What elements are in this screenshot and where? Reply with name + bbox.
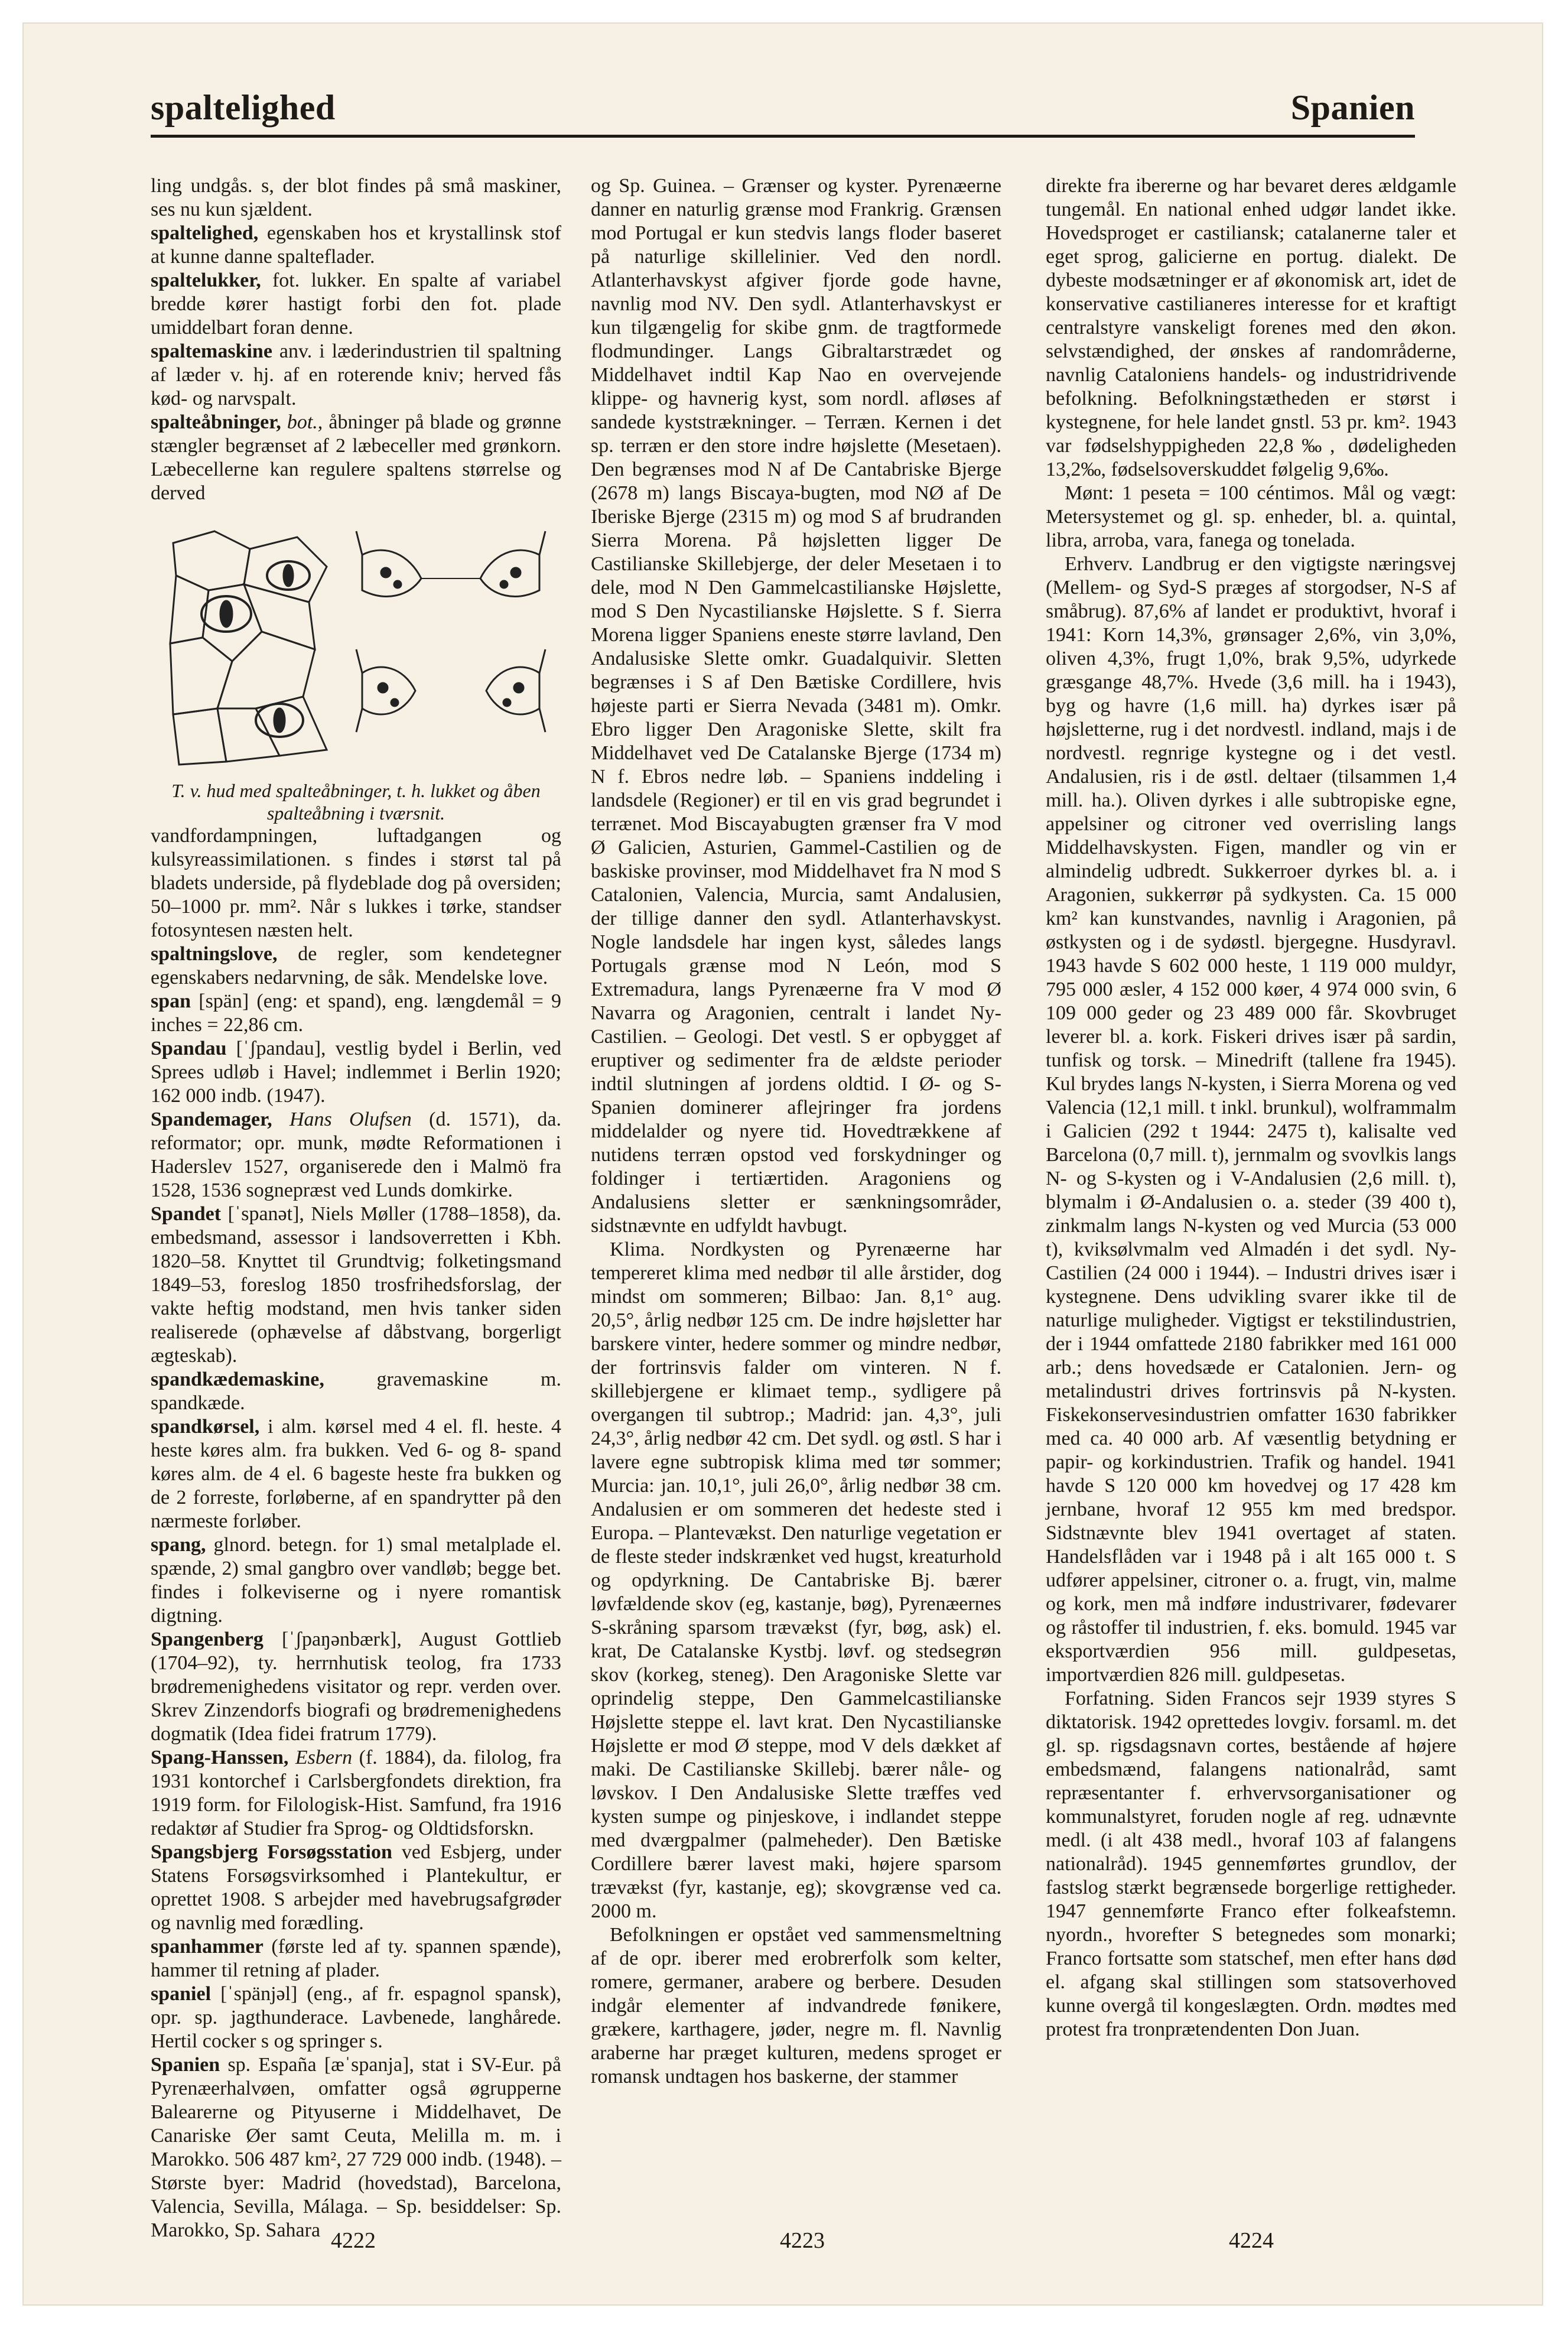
entry-text: egenskaben hos et krystallinsk stof at kunne danne spalteflader.	[151, 222, 561, 268]
headword: spang,	[151, 1534, 206, 1556]
entry-spangenberg	[151, 1628, 561, 1746]
headword: spaltningslove,	[151, 943, 278, 965]
entry-spangsbjerg	[151, 1841, 561, 1935]
stomata-illustration	[161, 519, 551, 773]
headword: Spangsbjerg Forsøgsstation	[151, 1841, 392, 1863]
entry-spanhammer	[151, 1935, 561, 1982]
headword: spandkædemaskine,	[151, 1368, 324, 1390]
entry-spalteabninger	[151, 411, 561, 505]
paragraph: ling undgås. s, der blot findes på små maskiner, ses nu kun sjældent.	[151, 175, 561, 220]
headword: span	[151, 990, 191, 1012]
entry-text: glnord. betegn. for 1) smal metalplade el. spænde, 2) smal gangbro over vandløb; begge bet. findes i folkeviserne og i nyere romantisk digtning.	[151, 1534, 561, 1627]
entry-text: (første led af ty. spannen spænde), hammer til retning af plader.	[151, 1936, 561, 1981]
entry-text: (f. 1884), da. filolog, fra 1931 kontorchef i Carlsbergfondets direktion, fra 1919 form. for Filologisk-Hist. Samfund, fra 1916 redaktør af Studier fra Sprog- og Oldtidsforskn.	[151, 1747, 561, 1839]
page-number: 4224	[1229, 2228, 1274, 2253]
paragraph-mont: Mønt: 1 peseta = 100 céntimos. Mål og vægt: Metersystemet og gl. sp. enheder, bl. a. quintal, libra, arroba, vara, fanega og tonelada.	[1046, 482, 1456, 551]
headword: spaltelukker,	[151, 269, 261, 291]
entry-italic: bot.,	[281, 411, 323, 433]
left-guide-word: spaltelighed	[151, 88, 336, 127]
headword: spaniel	[151, 1983, 212, 2005]
page-header	[151, 87, 1415, 135]
column-2	[591, 174, 1001, 2160]
entry-text: i alm. kørsel med 4 el. fl. heste. 4 heste køres alm. fra bukken. Ved 6- og 8- spand køres alm. de 4 el. 6 bageste heste fra bukken og de 2 forreste, forløberne, af en spandrytter på den nærmeste forløber.	[151, 1416, 561, 1532]
headword: Spanien	[151, 2054, 220, 2076]
entry-text: fot. lukker. En spalte af variabel bredde kører hastigt forbi den fot. plade umiddelbart foran denne.	[151, 269, 561, 339]
paragraph: vandfordampningen, luftadgangen og kulsyreassimilationen. s findes i størst tal på bladets underside, på flydeblade dog på oversiden; 50–1000 pr. mm². Når s lukkes i tørke, standser fotosyntesen næsten helt.	[151, 825, 561, 941]
entry-spaltelighed	[151, 222, 561, 269]
headword: spanhammer	[151, 1936, 263, 1958]
entry-italic: Hans Olufsen	[272, 1108, 412, 1130]
column-3	[1046, 174, 1456, 2160]
headword: Spangenberg	[151, 1628, 263, 1650]
headword: Spandemager,	[151, 1108, 272, 1130]
entry-spandkorsel	[151, 1415, 561, 1533]
entry-text: sp. España [æˈspanja], stat i SV-Eur. på Pyrenæerhalvøen, omfatter også øgrupperne Balearerne og Pityuserne i Middelhavet, De Canariske Øer samt Ceuta, Melilla m. m. i Marokko. 506 487 km², 27 729 000 indb. (1948). – Største byer: Madrid (hovedstad), Barcelona, Valencia, Sevilla, Málaga. – Sp. besiddelser: Sp. Marokko, Sp. Sahara	[151, 2054, 561, 2241]
entry-text: gravemaskine m. spandkæde.	[151, 1368, 561, 1414]
entry-text: [ˈʃpandau], vestlig bydel i Berlin, ved Sprees udløb i Havel; indlemmet i Berlin 1920; 162 000 indb. (1947).	[151, 1038, 561, 1107]
headword: spalteåbninger,	[151, 411, 281, 433]
epidermis-cells-drawing	[170, 531, 327, 765]
entry-italic: Esbern	[288, 1747, 353, 1768]
paragraph-forfatning: Forfatning. Siden Francos sejr 1939 styres S diktatorisk. 1942 oprettedes lovgiv. forsaml. m. det gl. sp. rigsdagsnavn cortes, bestående af højere embedsmænd, falangens nationalråd, samt repræsentanter f. erhvervsorganisationer og kommunalstyret, foruden nogle af reg. udnævnte medl. (i alt 438 medl., hvoraf 103 af falangens nationalråd). 1945 gennemførtes grundlov, der fastslog stærkt begrænsede borgerlige rettigheder. 1947 gennemførte Franco efter folkeafstemn. nyordn., hvorefter S betegnedes som monarki; Franco fortsatte som statschef, men efter hans død el. afgang skal stillingen som statsoverhoved kunne overgå til kongeslægten. Ordn. mødtes med protest fra tronprætendenten Don Juan.	[1046, 1688, 1456, 2040]
entry-span	[151, 990, 561, 1037]
entry-text: ved Esbjerg, under Statens Forsøgsvirksomhed i Plantekultur, er oprettet 1908. S arbejder med havebrugsafgrøder og navnlig med forædling.	[151, 1841, 561, 1934]
entry-spandau	[151, 1037, 561, 1108]
paragraph-klima: Klima. Nordkysten og Pyrenæerne har tempereret klima med nedbør til alle årstider, dog mindst om sommeren; Bilbao: Jan. 8,1° aug. 20,5°, årlig nedbør 125 cm. De indre højsletter har barskere vinter, hedere sommer og mindre nedbør, der fortrinsvis falder om vinteren. N f. skillebjergene er klimaet temp., sydligere på overgangen til subtrop.; Madrid: jan. 4,3°, juli 24,3°, årlig nedbør 42 cm. Det sydl. og østl. S har i lavere egne subtropisk klima med tør sommer; Murcia: jan. 10,1°, juli 26,0°, årlig nedbør 38 cm. Andalusien er om sommeren det hedeste sted i Europa. – Plantevækst. Den naturlige vegetation er de fleste steder indskrænket ved hugst, kreaturhold og opdyrkning. De Cantabriske Bj. bærer løvfældende skov (eg, kastanje, bøg), Pyrenæernes S-skråning sparsom trævækst (fyr, bøg, ask) el. krat, De Catalanske Kystbj. løvf. og stedsegrøn skov (korkeg, steneg). Den Aragoniske Slette var oprindelig steppe, Den Gammelcastilianske Højslette steppe el. lavt krat. Den Nycastilianske Højslette er mod Ø steppe, mod V dels dækket af maki. De Castilianske Skillebj. bærer nåle- og løvskov. I Den Andalusiske Slette træffes ved kysten sumpe og pinjeskove, i indlandet steppe med dværgpalmer (palmeheder). Den Bætiske Cordillere bærer lavest maki, højere sparsom trævækst (fyr, kastanje, eg); skovgrænse ved ca. 2000 m.	[591, 1238, 1001, 1922]
figure-caption: T. v. hud med spalteåbninger, t. h. lukket og åben spalteåbning i tværsnit.	[171, 780, 541, 824]
closed-stoma-section	[356, 531, 545, 596]
page-number: 4222	[331, 2228, 376, 2253]
entry-spanien	[151, 2053, 561, 2242]
paragraph: direkte fra ibererne og har bevaret deres ældgamle tungemål. En national enhed udgør landet ikke. Hovedsproget er castiliansk; catalanerne taler et eget sprog, galicierne en portug. dialekt. De dybeste modsætninger er af økonomisk art, idet de konservative castilianeres interesse for et kraftigt centralstyre vanskeligt forenes med den økon. selvstændighed, der ønskes af randområderne, navnlig Cataloniens handels- og industridrivende befolkning. Befolkningstætheden er størst i kystegnene, for hele landet gnstl. 53 pr. km². 1943 var fødselshyppigheden 22,8‰, dødeligheden 13,2‰, fødselsoverskuddet følgelig 9,6‰.	[1046, 175, 1456, 480]
entry-text: [ˈʃpaŋənbærk], August Gottlieb (1704–92), ty. herrnhutisk teolog, fra 1733 brødremenighedens visitator og repr. verden over. Skrev Zinzendorfs biografi og brødremenighedens dogmatik (Idea fidei fratrum 1779).	[151, 1628, 561, 1745]
entry-spang	[151, 1533, 561, 1628]
entry-spandet	[151, 1202, 561, 1368]
paragraph: og Sp. Guinea. – Grænser og kyster. Pyrenæerne danner en naturlig grænse mod Frankrig. Grænsen mod Portugal er kun stedvis langs floder baseret på naturlige skillelinier. Ved den nordl. Atlanterhavskyst afgiver fjorde gode havne, navnlig mod NV. Den sydl. Atlanterhavskyst er kun tilgængelig for skibe gnm. de tragtformede flodmundinger. Langs Gibraltarstrædet og Middelhavet indtil Kap Nao en overvejende klippe- og havnerig kyst, som nordl. afløses af sandede kyststrækninger. – Terræn. Kernen i det sp. terræn er den store indre højslette (Mesetaen). Den begrænses mod N af De Cantabriske Bjerge (2678 m) langs Biscaya-bugten, mod NØ af De Iberiske Bjerge (2315 m) og mod S af brudranden Sierra Morena. På højsletten ligger De Castilianske Skillebjerge, der deler Mesetaen i to dele, mod N Den Gammelcastilianske Højslette, mod S Den Nycastilianske Højslette. S f. Sierra Morena ligger Spaniens eneste større lavland, Den Andalusiske Slette omkr. Guadalquivir. Sletten begrænses i S af Den Bætiske Cordillere, hvis højeste parti er Sierra Nevada (3481 m). Omkr. Ebro ligger Den Aragoniske Slette, skilt fra Middelhavet ved De Catalanske Bjerge (1734 m) N f. Ebros nedre løb. – Spaniens inddeling i landsdele (Regioner) er til en vis grad begrundet i terrænet. Mod Biscayabugten grænser fra V mod Ø Galicien, Asturien, Gammel-Castilien og de baskiske provinser, mod Middelhavet fra N mod S Catalonien, Valencia, Murcia, samt Andalusien, der tillige danner den sydl. Atlanterhavskyst. Nogle landsdele har ingen kyst, således langs Portugals grænse mod N León, mod S Extremadura, langs Pyrenæerne fra V mod Ø Navarra og Aragonien, centralt i landet Ny-Castilien. – Geologi. Det vestl. S er opbygget af eruptiver og sedimenter fra de ældste perioder indtil slutningen af jordens oldtid. I Ø- og S-Spanien dominerer aflejringer fra jordens middelalder og nyere tid. Hovedtrækkene af nutidens terræn opstod ved forskydninger og foldinger i tertiærtiden. Aragoniens og Andalusiens sletter er sænkningsområder, sidstnævnte en udfyldt havbugt.	[591, 175, 1001, 1237]
entry-text: [ˈspanət], Niels Møller (1788–1858), da. embedsmand, assessor i landsoverretten i Kbh. 1820–58. Knyttet til Grundtvig; folketingsmand 1849–53, foreslog 1850 trosfrihedsforslag, der vakte heftig modstand, men hvis tanker siden realiserede (ophævelse af dåbstvang, borgerligt ægteskab).	[151, 1203, 561, 1367]
entry-text: åbninger på blade og grønne stængler begrænset af 2 læbeceller med grønkorn. Læbecellerne kan regulere spaltens størrelse og derved	[151, 411, 561, 504]
open-stoma-section	[356, 649, 545, 732]
headword: spaltelighed,	[151, 222, 259, 244]
entry-spandkaedemaskine	[151, 1368, 561, 1415]
entry-spaltelukker	[151, 269, 561, 340]
paragraph-erhverv: Erhverv. Landbrug er den vigtigste næringsvej (Mellem- og Syd-S præges af storgodser, N-S af småbrug). 87,6% af landet er produktivt, hvoraf i 1941: Korn 14,3%, grønsager 2,6%, vin 3,0%, oliven 4,3%, frugt 1,0%, brak 9,5%, udyrkede græsgange 48,7%. Hvede (3,6 mill. ha i 1943), byg og havre (1,6 mill. ha) dyrkes især på højsletterne, rug i det nordvestl. indland, majs i de nordvestl. regnrige kystegne og i det vestl. Andalusien, ris i de østl. deltaer (tilsammen 1,4 mill. ha.). Oliven dyrkes i alle subtropiske egne, appelsiner og citroner ved overrisling langs Middelhavskysten. Figen, mandler og vin er almindelig udbredt. Sukkerroer dyrkes bl. a. i Aragonien, sukkerrør på sydkysten. Ca. 15 000 km² kan kunstvandes, navnlig i Aragonien, på østkysten og i de sydøstl. bjergegne. Husdyravl. 1943 havde S 602 000 heste, 1 119 000 muldyr, 795 000 æsler, 4 152 000 køer, 4 974 000 svin, 6 109 000 geder og 23 489 000 får. Skovbruget leverer bl. a. kork. Fiskeri drives især på sardin, tunfisk og torsk. – Minedrift (tallene fra 1945). Kul brydes langs N-kysten, i Sierra Morena og ved Valencia (12,1 mill. t inkl. brunkul), wolframmalm i Galicien (292 t 1944: 2475 t), kalisalte ved Barcelona (0,7 mill. t), jernmalm og svovlkis langs N- og S-kysten og i V-Andalusien (2,6 mill. t), blymalm i Ø-Andalusien o. a. steder (39 400 t), zinkmalm langs N-kysten og ved Murcia (53 000 t), kviksølvmalm ved Almadén i det sydl. Ny-Castilien (24 000 i 1944). – Industri drives især i kystegnene. Dens udvikling svarer ikke til de naturlige muligheder. Vigtigst er tekstilindustrien, der i 1944 omfattede 2180 fabrikker med 161 000 arb.; dens hovedsæde er Catalonien. Jern- og metalindustri drives fortrinsvis på N-kysten. Fiskekonservesindustrien omfatter 1630 fabrikker med ca. 40 000 arb. Af væsentlig betydning er papir- og korkindustrien. Trafik og handel. 1941 havde S 120 000 km hovedvej og 17 428 km jernbane, hvoraf 12 955 km med bredspor. Sidstnævnte blev 1941 overtaget af staten. Handelsflåden var i 1948 på i alt 165 000 t. S udfører appelsiner, citroner o. a. frugt, vin, malme og kork, men må indføre industrivarer, fødevarer og råstoffer til industrien, f. eks. bomuld. 1945 var eksportværdien 956 mill. guldpesetas, importværdien 826 mill. guldpesetas.	[1046, 553, 1456, 1686]
headword: spaltemaskine	[151, 340, 272, 362]
entry-spaniel	[151, 1982, 561, 2053]
entry-text: de regler, som kendetegner egenskabers nedarvning, de såk. Mendelske love.	[151, 943, 561, 989]
headword: Spang-Hanssen,	[151, 1747, 289, 1768]
header-rule	[151, 135, 1415, 138]
entry-text: [spän] (eng: et spand), eng. længdemål = 9 inches = 22,86 cm.	[151, 990, 561, 1036]
entry-spang-hanssen	[151, 1746, 561, 1841]
right-guide-word: Spanien	[1290, 88, 1415, 127]
entry-text: anv. i læderindustrien til spaltning af læder v. hj. af en roterende kniv; herved fås kød- og narvspalt.	[151, 340, 561, 409]
paragraph-befolkning: Befolkningen er opstået ved sammensmeltning af de opr. iberer med erobrerfolk som kelter, romere, germaner, arabere og berbere. Desuden indgår elementer af indvandrede fønikere, grækere, karthagere, jøder, negre m. fl. Navnlig araberne har præget kulturen, medens sproget er romansk undtagen hos baskerne, der stammer	[591, 1924, 1001, 2088]
headword: spandkørsel,	[151, 1416, 260, 1438]
encyclopedia-page	[24, 24, 1542, 2304]
page-number: 4223	[780, 2228, 825, 2253]
entry-spandemager	[151, 1108, 561, 1202]
entry-text: (d. 1571), da. reformator; opr. munk, mødte Reformationen i Haderslev 1527, organiserede den i Malmö fra 1528, 1536 sognepræst ved Lunds domkirke.	[151, 1108, 561, 1201]
headword: Spandet	[151, 1203, 222, 1225]
entry-spaltningslove	[151, 942, 561, 990]
entry-spaltemaskine	[151, 340, 561, 411]
entry-text: [ˈspänjəl] (eng., af fr. espagnol spansk), opr. sp. jagthunderace. Lavbenede, langhårede. Hertil cocker s og springer s.	[151, 1983, 561, 2052]
headword: Spandau	[151, 1038, 227, 1059]
